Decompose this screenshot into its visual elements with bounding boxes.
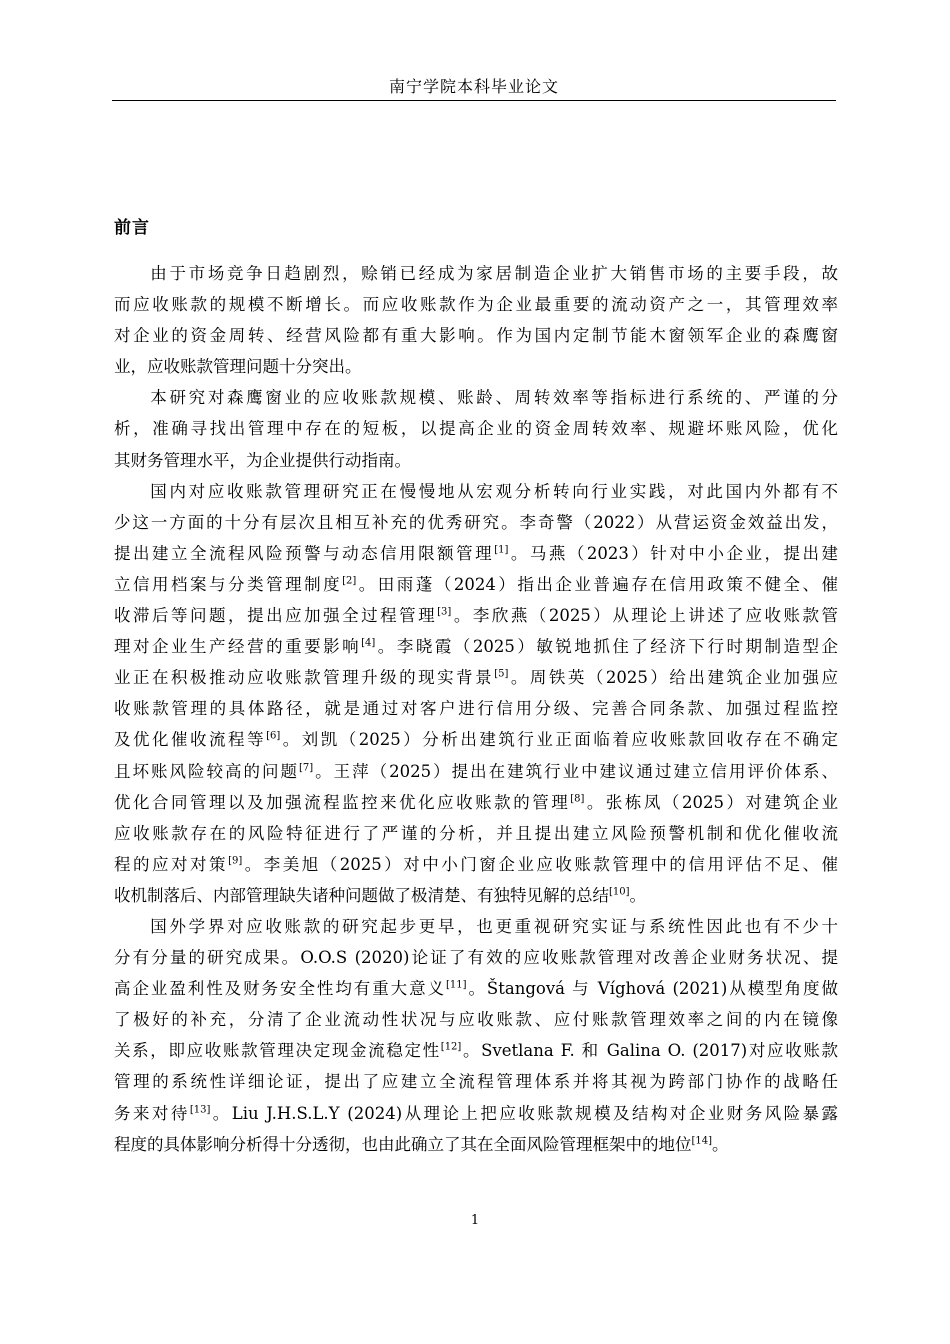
paragraph-line: 国内对应收账款管理研究正在慢慢地从宏观分析转向行业实践，对此国内外都有不 — [150, 481, 838, 501]
paragraph-line: 高企业盈利性及财务安全性均有重大意义[11]。Štangová 与 Víghová (2021)从模型角度做 — [114, 979, 838, 999]
paragraph-line: 及优化催收流程等[6]。刘凯（2025）分析出建筑行业正面临着应收账款回收存在不确定 — [114, 730, 838, 750]
paragraph-line: 了极好的补充，分清了企业流动性状况与应收账款、应付账款管理效率之间的内在镜像 — [114, 1010, 838, 1030]
paragraph-line: 国外学界对应收账款的研究起步更早，也更重视研究实证与系统性因此也有不少十 — [150, 916, 838, 936]
running-header: 南宁学院本科毕业论文 — [388, 77, 559, 96]
paragraph-line: 理对企业生产经营的重要影响[4]。李晓霞（2025）敏锐地抓住了经济下行时期制造型企 — [114, 637, 838, 657]
citation-marker: [8] — [570, 793, 585, 805]
paragraph-line: 且坏账风险较高的问题[7]。王萍（2025）提出在建筑行业中建议通过建立信用评价体系、 — [114, 761, 839, 781]
citation-marker: [6] — [266, 730, 281, 742]
citation-marker: [3] — [437, 606, 452, 618]
citation-marker: [5] — [494, 668, 509, 680]
citation-marker: [10] — [609, 886, 630, 898]
paragraph-line: 分有分量的研究成果。O.O.S (2020)论证了有效的应收账款管理对改善企业财务状况、提 — [114, 948, 838, 968]
citation-marker: [2] — [342, 575, 357, 587]
citation-marker: [12] — [440, 1041, 462, 1053]
paragraph-line: 对企业的资金周转、经营风险都有重大影响。作为国内定制节能木窗领军企业的森鹰窗 — [114, 326, 838, 346]
paragraph-line: 业，应收账款管理问题十分突出。 — [114, 357, 362, 377]
paragraph-line: 务来对待[13]。Liu J.H.S.L.Y (2024)从理论上把应收账款规模及结构对企业财务风险暴露 — [114, 1103, 839, 1123]
paragraph — [114, 382, 838, 475]
citation-marker: [11] — [446, 979, 467, 991]
citation-marker: [7] — [298, 762, 314, 773]
citation-marker: [1] — [494, 544, 509, 556]
paragraph-line: 提出建立全流程风险预警与动态信用限额管理[1]。马燕（2023）针对中小企业，提出建 — [114, 543, 838, 563]
paragraph-line: 而应收账款的规模不断增长。而应收账款作为企业最重要的流动资产之一，其管理效率 — [114, 295, 838, 315]
paragraph-line: 收滞后等问题，提出应加强全过程管理[3]。李欣燕（2025）从理论上讲述了应收账款管 — [114, 606, 838, 626]
paragraph-line: 本研究对森鹰窗业的应收账款规模、账龄、周转效率等指标进行系统的、严谨的分 — [150, 388, 838, 408]
paragraph-line: 应收账款存在的风险特征进行了严谨的分析，并且提出建立风险预警机制和优化催收流 — [114, 823, 838, 843]
paragraph-line: 少这一方面的十分有层次且相互补充的优秀研究。李奇警（2022）从营运资金效益出发， — [114, 512, 838, 532]
paragraph-line: 业正在积极推动应收账款管理升级的现实背景[5]。周铁英（2025）给出建筑企业加强应 — [114, 668, 838, 688]
paragraph-line: 立信用档案与分类管理制度[2]。田雨蓬（2024）指出企业普遍存在信用政策不健全、催 — [114, 574, 838, 594]
paragraph-line: 程度的具体影响分析得十分透彻，也由此确立了其在全面风险管理框架中的地位[14]。 — [114, 1134, 729, 1154]
paragraph-line: 管理的系统性详细论证，提出了应建立全流程管理体系并将其视为跨部门协作的战略任 — [114, 1072, 838, 1092]
body-text — [114, 258, 838, 1160]
citation-marker: [13] — [189, 1104, 211, 1116]
header-rule — [112, 100, 836, 101]
paragraph-line: 收机制落后、内部管理缺失诸种问题做了极清楚、有独特见解的总结[10]。 — [114, 885, 647, 905]
paragraph — [114, 258, 838, 382]
paragraph — [114, 911, 838, 1160]
paragraph-line: 程的应对对策[9]。李美旭（2025）对中小门窗企业应收账款管理中的信用评估不足、催 — [114, 854, 838, 874]
page-number: 1 — [470, 1213, 480, 1228]
section-heading: 前言 — [114, 218, 150, 238]
paragraph-line: 其财务管理水平，为企业提供行动指南。 — [114, 450, 411, 470]
paragraph-line: 由于市场竞争日趋剧烈，赊销已经成为家居制造企业扩大销售市场的主要手段，故 — [150, 264, 838, 283]
paragraph-line: 收账款管理的具体路径，就是通过对客户进行信用分级、完善合同条款、加强过程监控 — [114, 699, 838, 719]
citation-marker: [9] — [228, 855, 243, 867]
paragraph-line: 优化合同管理以及加强流程监控来优化应收账款的管理[8]。张栋凤（2025）对建筑企业 — [114, 792, 838, 812]
paragraph-line: 关系，即应收账款管理决定现金流稳定性[12]。Svetlana F. 和 Galina O. (2017)对应收账款 — [114, 1041, 838, 1061]
paragraph — [114, 476, 838, 911]
paragraph-line: 析，准确寻找出管理中存在的短板，以提高企业的资金周转效率、规避坏账风险，优化 — [114, 419, 838, 439]
citation-marker: [4] — [361, 637, 376, 649]
citation-marker: [14] — [691, 1135, 713, 1147]
